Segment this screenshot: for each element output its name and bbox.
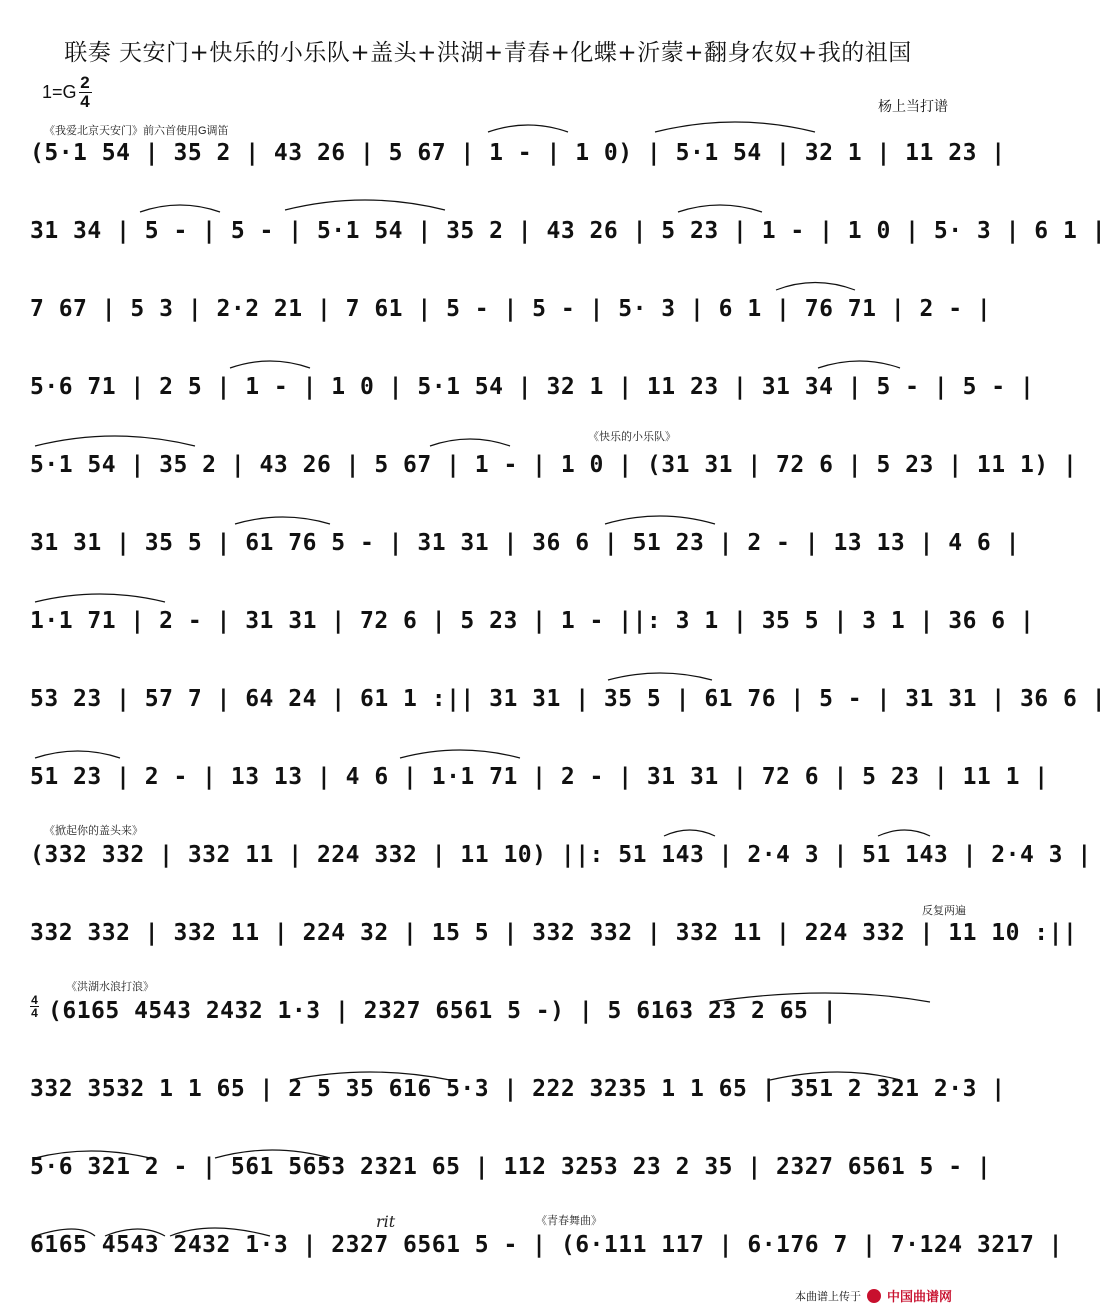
score-row-15: 6165 4543 2432 1·3 | 2327 6561 5 - | (6·111 117 | 6·176 7 | 7·124 3217 | [30, 1232, 1063, 1258]
ts44-den: 4 [31, 1006, 38, 1020]
slur-6 [776, 283, 855, 291]
slur-3 [140, 205, 220, 212]
score-row-10: (332 332 | 332 11 | 224 332 | 11 10) ||: 51 143 | 2·4 3 | 51 143 | 2·4 3 | [30, 842, 1092, 868]
section-note-honghu: 《洪湖水浪打浪》 [66, 981, 154, 993]
ts44-num: 4 [31, 993, 38, 1007]
slur-18 [878, 830, 930, 836]
slur-4 [285, 200, 445, 210]
slur-14 [608, 673, 712, 680]
score-row-3: 7 67 | 5 3 | 2·2 21 | 7 61 | 5 - | 5 - | 5· 3 | 6 1 | 76 71 | 2 - | [30, 296, 992, 322]
score-row-6: 31 31 | 35 5 | 61 76 5 - | 31 31 | 36 6 | 51 23 | 2 - | 13 13 | 4 6 | [30, 530, 1020, 556]
slur-5 [678, 205, 762, 212]
score-row-11: 332 332 | 332 11 | 224 32 | 15 5 | 332 332 | 332 11 | 224 332 | 11 10 :|| [30, 920, 1078, 946]
rit-marking: rit [376, 1212, 396, 1231]
slur-17 [664, 830, 715, 836]
slur-2 [655, 122, 815, 132]
slur-9 [35, 436, 195, 446]
score-row-4: 5·6 71 | 2 5 | 1 - | 1 0 | 5·1 54 | 32 1 | 11 23 | 31 34 | 5 - | 5 - | [30, 374, 1035, 400]
score-row-5: 5·1 54 | 35 2 | 43 26 | 5 67 | 1 - | 1 0 | (31 31 | 72 6 | 5 23 | 11 1) | [30, 452, 1078, 478]
score-title: 联奏 天安门+快乐的小乐队+盖头+洪湖+青春+化蝶+沂蒙+翻身农奴+我的祖国 [64, 40, 912, 66]
slur-12 [605, 516, 715, 524]
footer-credit [795, 1286, 952, 1305]
key-signature [42, 74, 92, 111]
section-note-xiaoyuedui: 《快乐的小乐队》 [588, 431, 676, 443]
footer-text: 本曲谱上传于 [794, 1290, 861, 1303]
score-row-9: 51 23 | 2 - | 13 13 | 4 6 | 1·1 71 | 2 - | 31 31 | 72 6 | 5 23 | 11 1 | [30, 764, 1049, 790]
section-note-qingchun: 《青春舞曲》 [536, 1215, 602, 1227]
slur-11 [235, 517, 330, 524]
slur-13 [35, 594, 165, 602]
score-row-8: 53 23 | 57 7 | 64 24 | 61 1 :|| 31 31 | 35 5 | 61 76 | 5 - | 31 31 | 36 6 | [30, 686, 1106, 712]
time-signature [79, 74, 92, 111]
slur-7 [230, 361, 310, 368]
slur-15 [35, 751, 120, 758]
time-denominator: 4 [80, 92, 90, 111]
score-row-13: 332 3532 1 1 65 | 2 5 35 616 5·3 | 222 3235 1 1 65 | 351 2 321 2·3 | [30, 1076, 1006, 1102]
score-row-7: 1·1 71 | 2 - | 31 31 | 72 6 | 5 23 | 1 - ||: 3 1 | 35 5 | 3 1 | 36 6 | [30, 608, 1035, 634]
slur-16 [400, 750, 520, 758]
site-logo-icon [867, 1289, 881, 1303]
time-numerator: 2 [80, 73, 90, 92]
key-label: 1=G [42, 82, 77, 102]
site-logo-text: 中国曲谱网 [886, 1289, 952, 1304]
score-row-2: 31 34 | 5 - | 5 - | 5·1 54 | 35 2 | 43 26 | 5 23 | 1 - | 1 0 | 5· 3 | 6 1 | [30, 218, 1106, 244]
section-note-gaitou: 《掀起你的盖头来》 [44, 825, 143, 837]
slur-10 [430, 439, 510, 446]
slur-1 [488, 125, 568, 132]
time-signature-4-4 [30, 994, 39, 1019]
score-row-14: 5·6 321 2 - | 561 5653 2321 65 | 112 3253 23 2 35 | 2327 6561 5 - | [30, 1154, 992, 1180]
score-row-12: (6165 4543 2432 1·3 | 2327 6561 5 -) | 5 6163 23 2 65 | [48, 998, 838, 1024]
section-note-tiananmen: 《我爱北京天安门》前六首使用G调笛 [44, 125, 229, 137]
repeat-note: 反复两遍 [922, 905, 966, 917]
slur-8 [818, 361, 900, 368]
score-row-1: (5·1 54 | 35 2 | 43 26 | 5 67 | 1 - | 1 0) | 5·1 54 | 32 1 | 11 23 | [30, 140, 1006, 166]
arranger-credit: 杨上当打谱 [878, 98, 948, 114]
